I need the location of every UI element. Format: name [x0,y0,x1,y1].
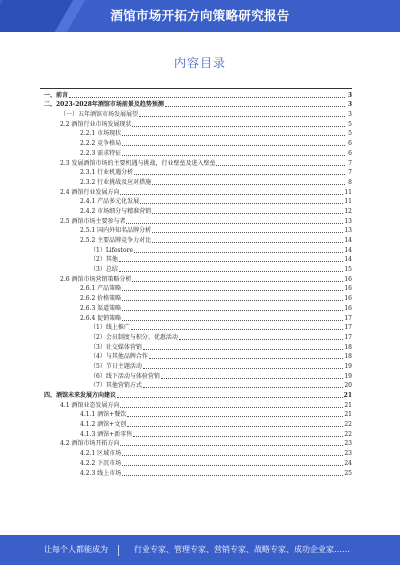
toc-entry-label: 2.2.3 需求特征 [80,149,122,157]
toc-leader-dots [120,407,343,408]
toc-leader-dots [69,97,345,98]
toc-entry[interactable] [40,332,352,342]
toc-entry[interactable] [40,323,352,333]
toc-entry-label: 4.2 酒馆市场开拓方向 [60,440,120,448]
toc-entry-label: 4.1 酒馆业态发展方向 [60,401,120,409]
toc-leader-dots [126,223,343,224]
table-of-contents [40,90,352,478]
toc-entry-label: 2.5.1 国内外知名品牌分析 [80,227,152,235]
toc-leader-dots [122,145,345,146]
toc-entry[interactable] [40,158,352,168]
toc-entry-page: 17 [344,324,352,332]
toc-entry-label: 2.2.2 竞争格局 [80,140,122,148]
toc-entry-label: （7）其他营销方式 [90,382,142,390]
toc-leader-dots [117,397,343,398]
toc-entry-label: 2.2 酒馆行业市场发展现状 [60,120,132,128]
toc-entry-page: 17 [344,333,352,341]
footer-slogan: 让每个人都能成为 [44,545,108,554]
toc-entry[interactable] [40,429,352,439]
toc-entry-page: 16 [344,304,352,312]
toc-entry-page: 13 [344,217,352,225]
toc-entry[interactable] [40,448,352,458]
toc-leader-dots [216,165,345,166]
toc-entry-page: 21 [344,401,352,409]
toc-leader-dots [149,358,344,359]
toc-entry-page: 6 [348,149,352,157]
toc-entry-page: 24 [344,459,352,467]
toc-entry-page: 3 [348,111,352,119]
toc-entry-page: 16 [344,295,352,303]
toc-entry[interactable] [40,284,352,294]
toc-entry-label: 2.5.2 主要品牌竞争力对比 [80,237,152,244]
toc-entry[interactable] [40,100,352,110]
toc-entry-label: 2.3.1 行业机遇分析 [80,169,134,177]
toc-entry-label: 2.4.1 产品多元化发展 [80,198,140,206]
toc-entry-label: （1）线上推广 [90,324,130,332]
toc-entry-page: 6 [348,140,352,148]
toc-leader-dots [179,339,344,340]
toc-heading: 内容目录 [173,56,226,70]
toc-leader-dots [134,174,345,175]
toc-entry-page: 22 [344,430,352,438]
toc-entry-label: 四、酒馆未来发展方向建议 [44,392,117,399]
toc-entry-label: 4.1.3 酒馆+新零售 [80,430,133,438]
toc-entry-page: 25 [344,469,352,477]
toc-leader-dots [132,126,345,127]
toc-entry-page: 16 [344,285,352,293]
toc-entry-label: （2）会员制度与积分、优惠活动 [90,333,178,341]
toc-leader-dots [132,281,343,282]
toc-entry-page: 16 [344,275,352,283]
toc-leader-dots [139,116,345,117]
toc-entry-label: （3）社交媒体营销 [90,343,142,351]
toc-entry-label: （3）总结 [90,266,118,274]
toc-entry[interactable] [40,274,352,284]
toc-entry-label: 2.4 酒馆行业发展方向 [60,188,120,196]
toc-divider [40,88,352,89]
toc-leader-dots [165,106,345,107]
toc-entry-page: 20 [344,382,352,390]
toc-entry-page: 14 [344,246,352,254]
toc-entry-page: 13 [344,227,352,235]
toc-entry-label: （5）节日主题活动 [90,362,142,370]
toc-entry[interactable] [40,458,352,468]
toc-entry[interactable] [40,468,352,478]
toc-entry-label: 2.6.3 渠道策略 [80,304,122,312]
toc-entry-page: 15 [344,266,352,274]
toc-leader-dots [152,213,343,214]
toc-entry[interactable] [40,109,352,119]
toc-entry-label: （2）其他 [90,256,118,264]
toc-entry-page: 14 [344,256,352,264]
toc-entry-page: 21 [344,411,352,419]
toc-entry-page: 3 [347,91,352,99]
toc-entry-page: 23 [344,440,352,448]
toc-entry-page: 19 [344,362,352,370]
toc-entry-label: （一）五年酒馆市场发展展望 [60,111,139,119]
toc-entry[interactable] [40,119,352,129]
toc-entry[interactable] [40,226,352,236]
toc-entry[interactable] [40,342,352,352]
toc-entry-page: 18 [344,353,352,361]
toc-entry-page: 11 [344,198,352,206]
toc-entry-page: 19 [344,372,352,380]
toc-leader-dots [152,242,343,243]
toc-leader-dots [127,426,343,427]
toc-leader-dots [122,300,343,301]
toc-entry[interactable] [40,410,352,420]
toc-entry-page: 7 [348,169,352,177]
toc-entry[interactable] [40,303,352,313]
toc-entry-label: 2.6.2 价格策略 [80,295,122,303]
toc-entry[interactable] [40,129,352,139]
toc-entry[interactable] [40,381,352,391]
footer-banner [0,535,400,565]
toc-entry-label: 2.5 酒馆市场主要参与者 [60,217,126,225]
toc-entry[interactable] [40,216,352,226]
toc-entry[interactable] [40,400,352,410]
toc-leader-dots [119,271,344,272]
toc-leader-dots [122,135,345,136]
toc-leader-dots [119,261,344,262]
toc-entry-page: 5 [348,120,352,128]
toc-entry[interactable] [40,90,352,100]
toc-leader-dots [140,203,343,204]
toc-entry[interactable] [40,177,352,187]
toc-leader-dots [143,349,344,350]
toc-entry[interactable] [40,313,352,323]
toc-leader-dots [133,436,343,437]
toc-entry[interactable] [40,390,352,400]
toc-entry-page: 7 [348,159,352,167]
toc-entry-page: 18 [344,343,352,351]
toc-leader-dots [122,310,343,311]
toc-leader-dots [131,329,344,330]
toc-entry-page: 5 [348,130,352,138]
toc-entry-page: 22 [344,421,352,429]
toc-entry-page: 14 [344,237,352,244]
toc-leader-dots [143,387,344,388]
toc-entry-label: （4）与其他品牌合作 [90,353,148,361]
toc-entry-label: 2.2.1 市场现状 [80,130,122,138]
toc-entry-page: 21 [343,392,352,399]
toc-entry[interactable] [40,197,352,207]
toc-entry-label: 2.3.2 行业挑战及应对措施 [80,178,152,186]
toc-entry-label: 2.6 酒馆市场营销策略分析 [60,275,132,283]
toc-entry-label: （1）Lifestore [90,246,134,254]
header-banner [0,0,400,32]
toc-entry-label: 4.1.1 酒馆+餐饮 [80,411,127,419]
toc-entry[interactable] [40,264,352,274]
toc-entry-label: 4.2.3 线上市场 [80,469,122,477]
toc-entry-label: （6）线下活动与体验营销 [90,372,160,380]
toc-leader-dots [122,290,343,291]
toc-leader-dots [122,465,343,466]
toc-entry-label: 2.4.2 市场细分与精准营销 [80,207,152,215]
toc-entry[interactable] [40,439,352,449]
toc-entry[interactable] [40,148,352,158]
toc-entry[interactable] [40,245,352,255]
toc-entry[interactable] [40,168,352,178]
report-title: 酒馆市场开拓方向策略研究报告 [110,8,290,23]
toc-entry-page: 8 [348,178,352,186]
toc-entry-page: 12 [344,207,352,215]
toc-entry-page: 17 [344,314,352,322]
toc-entry[interactable] [40,187,352,197]
toc-leader-dots [120,194,343,195]
toc-entry-label: 二、2023-2028年酒馆市场前景及趋势预测 [44,101,164,109]
toc-entry-label: 2.3 发展酒馆市场的主要机遇与挑战，行业壁垒及进入壁垒 [60,159,216,167]
toc-entry[interactable] [40,361,352,371]
toc-leader-dots [127,416,343,417]
toc-entry-label: 一、前言 [44,91,69,99]
toc-entry-page: 3 [347,101,352,109]
toc-entry-page: 23 [344,450,352,458]
toc-entry-page: 11 [344,188,352,196]
toc-leader-dots [152,184,345,185]
toc-entry[interactable] [40,206,352,216]
toc-entry[interactable] [40,235,352,245]
toc-leader-dots [134,252,343,253]
toc-leader-dots [143,368,344,369]
toc-leader-dots [122,455,343,456]
toc-entry[interactable] [40,255,352,265]
toc-leader-dots [122,320,343,321]
toc-leader-dots [152,232,343,233]
toc-leader-dots [122,475,343,476]
footer-divider [118,545,119,556]
toc-entry[interactable] [40,371,352,381]
footer-roles: 行业专家、管理专家、营销专家、战略专家、成功企业家…… [134,545,350,554]
toc-entry[interactable] [40,352,352,362]
toc-entry-label: 4.2.2 下沉市场 [80,459,122,467]
toc-leader-dots [122,155,345,156]
toc-entry[interactable] [40,293,352,303]
toc-entry-label: 2.6.4 促销策略 [80,314,122,322]
toc-entry-label: 4.2.1 区域市场 [80,450,122,458]
toc-entry-label: 2.6.1 产品策略 [80,285,122,293]
toc-entry[interactable] [40,419,352,429]
toc-entry-label: 4.1.2 酒馆+文创 [80,421,127,429]
toc-entry[interactable] [40,138,352,148]
toc-leader-dots [120,445,343,446]
toc-leader-dots [161,378,344,379]
